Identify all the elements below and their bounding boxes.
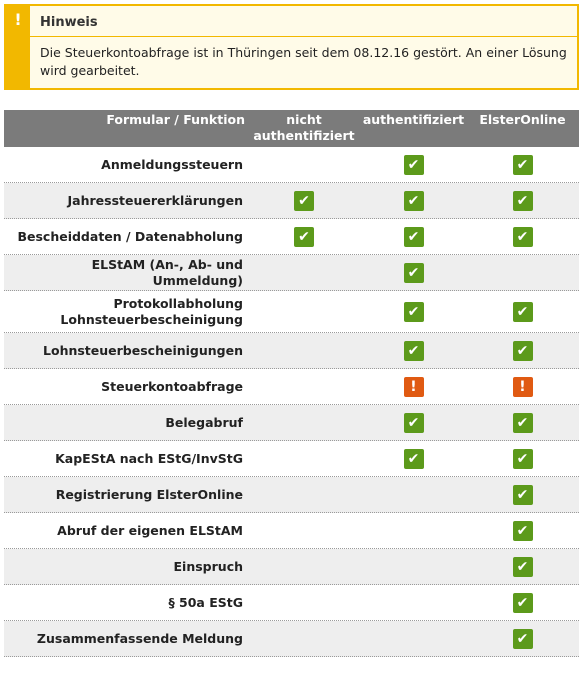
table-row: [4, 369, 579, 405]
row-function-label: Zusammenfassende Meldung: [36, 630, 243, 646]
table-row: [4, 255, 579, 291]
row-function-label: Einspruch: [173, 558, 243, 574]
cell-elster-online: [466, 593, 579, 613]
row-function-label: KapEStA nach EStG/InvStG: [55, 450, 243, 466]
cell-authenticated: [361, 191, 466, 211]
checkmark-icon: ✔: [513, 191, 533, 211]
table-row: [4, 477, 579, 513]
cell-elster-online: [466, 341, 579, 361]
notice-text: Die Steuerkontoabfrage ist in Thüringen seit dem 08.12.16 gestört. An einer Lösung wird gearbeitet.: [40, 45, 567, 78]
checkmark-icon: ✔: [513, 521, 533, 541]
table-row: [4, 513, 579, 549]
notice-divider: [30, 36, 577, 37]
cell-authenticated: [361, 413, 466, 433]
table-row: [4, 147, 579, 183]
row-function-label: Jahressteuererklärungen: [67, 192, 243, 208]
row-function-label: Registrierung ElsterOnline: [55, 486, 243, 502]
cell-elster-online: [466, 557, 579, 577]
cell-authenticated: [361, 263, 466, 283]
header-authenticated: authentifiziert: [362, 112, 465, 127]
checkmark-icon: ✔: [404, 263, 424, 283]
warning-icon: !: [404, 377, 424, 397]
checkmark-icon: ✔: [404, 341, 424, 361]
header-elster-online: ElsterOnline: [479, 112, 566, 127]
header-not-authenticated: nicht authentifiziert: [253, 112, 355, 143]
row-function-label: Belegabruf: [165, 414, 243, 430]
table-row: [4, 405, 579, 441]
notice-box: [4, 4, 579, 90]
cell-not-authenticated: [247, 191, 361, 211]
cell-elster-online: [466, 485, 579, 505]
checkmark-icon: ✔: [513, 155, 533, 175]
checkmark-icon: ✔: [513, 629, 533, 649]
table-row: [4, 219, 579, 255]
table-row: [4, 441, 579, 477]
cell-elster-online: [466, 227, 579, 247]
cell-elster-online: [466, 629, 579, 649]
cell-elster-online: [466, 449, 579, 469]
row-function-label: Protokollabholung Lohnsteuerbescheinigung: [60, 295, 243, 327]
feature-table: [4, 110, 579, 657]
checkmark-icon: ✔: [513, 557, 533, 577]
checkmark-icon: ✔: [404, 227, 424, 247]
row-function-label: Anmeldungssteuern: [101, 156, 243, 172]
table-row: [4, 183, 579, 219]
cell-authenticated: [361, 302, 466, 322]
cell-authenticated: [361, 341, 466, 361]
checkmark-icon: ✔: [294, 227, 314, 247]
table-row: [4, 291, 579, 333]
warning-icon: !: [513, 377, 533, 397]
checkmark-icon: ✔: [404, 449, 424, 469]
checkmark-icon: ✔: [513, 449, 533, 469]
row-function-label: Bescheiddaten / Datenabholung: [17, 228, 243, 244]
row-function-label: Steuerkontoabfrage: [101, 378, 243, 394]
checkmark-icon: ✔: [294, 191, 314, 211]
table-row: [4, 585, 579, 621]
cell-elster-online: [466, 302, 579, 322]
header-function: Formular / Funktion: [106, 112, 245, 127]
cell-elster-online: [466, 521, 579, 541]
checkmark-icon: ✔: [513, 485, 533, 505]
checkmark-icon: ✔: [513, 593, 533, 613]
cell-authenticated: [361, 227, 466, 247]
cell-elster-online: [466, 377, 579, 397]
checkmark-icon: ✔: [513, 413, 533, 433]
table-row: [4, 333, 579, 369]
checkmark-icon: ✔: [404, 155, 424, 175]
table-body: [4, 147, 579, 657]
warning-icon: !: [14, 10, 22, 29]
cell-elster-online: [466, 413, 579, 433]
cell-elster-online: [466, 191, 579, 211]
table-header: [4, 110, 579, 147]
checkmark-icon: ✔: [513, 302, 533, 322]
cell-authenticated: [361, 155, 466, 175]
row-function-label: ELStAM (An-, Ab- und Ummeldung): [91, 256, 243, 288]
cell-not-authenticated: [247, 227, 361, 247]
table-row: [4, 549, 579, 585]
checkmark-icon: ✔: [513, 341, 533, 361]
table-row: [4, 621, 579, 657]
cell-authenticated: [361, 377, 466, 397]
checkmark-icon: ✔: [404, 302, 424, 322]
row-function-label: Abruf der eigenen ELStAM: [57, 522, 243, 538]
checkmark-icon: ✔: [404, 413, 424, 433]
row-function-label: § 50a EStG: [168, 594, 243, 610]
checkmark-icon: ✔: [404, 191, 424, 211]
checkmark-icon: ✔: [513, 227, 533, 247]
notice-title: Hinweis: [40, 15, 98, 30]
cell-elster-online: [466, 155, 579, 175]
row-function-label: Lohnsteuerbescheinigungen: [43, 342, 243, 358]
cell-authenticated: [361, 449, 466, 469]
